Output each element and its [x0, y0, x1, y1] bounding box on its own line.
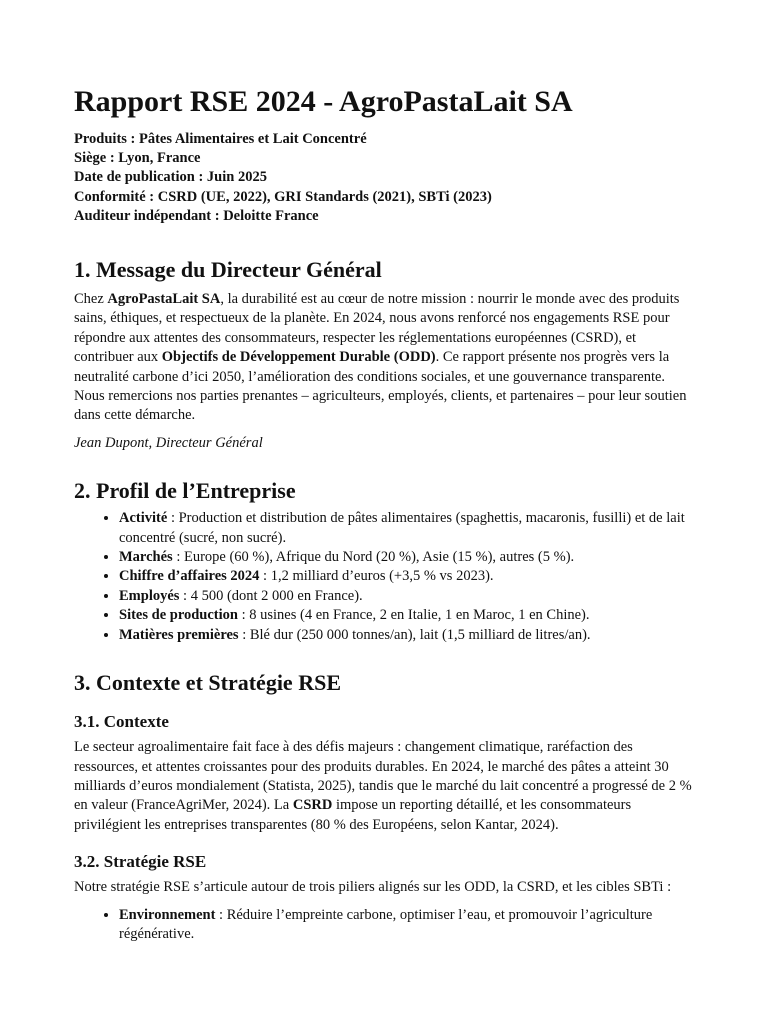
- list-item: [119, 606, 694, 625]
- item-text: : Europe (60 %), Afrique du Nord (20 %), Asie (15 %), autres (5 %).: [172, 549, 575, 566]
- list-item: [119, 587, 694, 606]
- document-metadata: [74, 130, 694, 226]
- meta-auditor: Auditeur indépendant : Deloitte France: [74, 207, 319, 224]
- item-text: : Production et distribution de pâtes alimentaires (spaghettis, macaronis, fusilli) et de lait concentré (sucré, non sucré).: [119, 510, 685, 546]
- section-heading-context-strategy: 3. Contexte et Stratégie RSE: [74, 670, 341, 696]
- odd-term: Objectifs de Développement Durable (ODD): [161, 349, 436, 366]
- meta-compliance: Conformité : CSRD (UE, 2022), GRI Standards (2021), SBTi (2023): [74, 188, 492, 205]
- subsection-heading-context: 3.1. Contexte: [74, 712, 169, 732]
- text-run: . Ce rapport présente nos progrès vers la neutralité carbone d’ici 2050, l’amélioration des conditions sociales, et une gouvernance transparente. Nous remercions nos parties prenantes – agriculteurs, employés, clients, et partenaires – pour leur soutien dans cette démarche.: [74, 349, 687, 424]
- document-title: Rapport RSE 2024 - AgroPastaLait SA: [74, 85, 573, 118]
- item-label: Employés: [119, 587, 180, 604]
- item-label: Chiffre d’affaires 2024: [119, 568, 260, 585]
- text-run: Le secteur agroalimentaire fait face à des défis majeurs : changement climatique, raréfaction des ressources, et attentes croissantes pour des produits durables. En 2024, le marché des pâtes a atteint 30 milliards d’euros mondialement (Statista, 2025), tandis que le marché du lait concentré a progressé de 2 % en valeur (FranceAgriMer, 2024). La: [74, 739, 692, 814]
- meta-headquarters: Siège : Lyon, France: [74, 150, 201, 167]
- strategy-pillars-list: [74, 906, 694, 945]
- item-label: Environnement: [119, 906, 216, 923]
- csrd-term: CSRD: [292, 797, 333, 814]
- item-label: Matières premières: [119, 626, 239, 643]
- text-run: , la durabilité est au cœur de notre mission : nourrir le monde avec des produits sains, éthiques, et respectueux de la planète. En 2024, nous avons renforcé nos engagements RSE pour répondre aux attentes des consommateurs, respecter les réglementations européennes (CSRD), et contribuer aux: [74, 291, 680, 366]
- meta-publication-date: Date de publication : Juin 2025: [74, 169, 267, 186]
- item-label: Activité: [119, 510, 168, 527]
- company-name: AgroPastaLait SA: [107, 291, 221, 308]
- section-heading-ceo-message: 1. Message du Directeur Général: [74, 257, 382, 283]
- ceo-signature: Jean Dupont, Directeur Général: [74, 434, 263, 451]
- list-item: [119, 548, 694, 567]
- item-label: Marchés: [119, 549, 173, 566]
- item-label: Sites de production: [119, 607, 238, 624]
- strategy-intro: Notre stratégie RSE s’articule autour de trois piliers alignés sur les ODD, la CSRD, et les cibles SBTi :: [74, 879, 672, 896]
- context-paragraph: [74, 738, 694, 835]
- item-text: : 8 usines (4 en France, 2 en Italie, 1 en Maroc, 1 en Chine).: [237, 607, 590, 624]
- item-text: : 1,2 milliard d’euros (+3,5 % vs 2023).: [259, 568, 494, 585]
- company-profile-list: [74, 509, 694, 645]
- text-run: impose un reporting détaillé, et les consommateurs privilégient les entreprises transparentes (80 % des Européens, selon Kantar, 2024).: [74, 797, 632, 833]
- list-item: [119, 567, 694, 586]
- item-text: : Réduire l’empreinte carbone, optimiser l’eau, et promouvoir l’agriculture régénérative.: [119, 906, 653, 942]
- ceo-message-paragraph: [74, 290, 694, 426]
- meta-products: Produits : Pâtes Alimentaires et Lait Concentré: [74, 131, 367, 147]
- item-text: : Blé dur (250 000 tonnes/an), lait (1,5 milliard de litres/an).: [238, 626, 591, 643]
- list-item: [119, 906, 694, 945]
- list-item: [119, 626, 694, 645]
- subsection-heading-strategy: 3.2. Stratégie RSE: [74, 852, 207, 872]
- section-heading-company-profile: 2. Profil de l’Entreprise: [74, 478, 296, 504]
- list-item: [119, 509, 694, 548]
- item-text: : 4 500 (dont 2 000 en France).: [179, 587, 363, 604]
- text-run: Chez: [74, 291, 108, 308]
